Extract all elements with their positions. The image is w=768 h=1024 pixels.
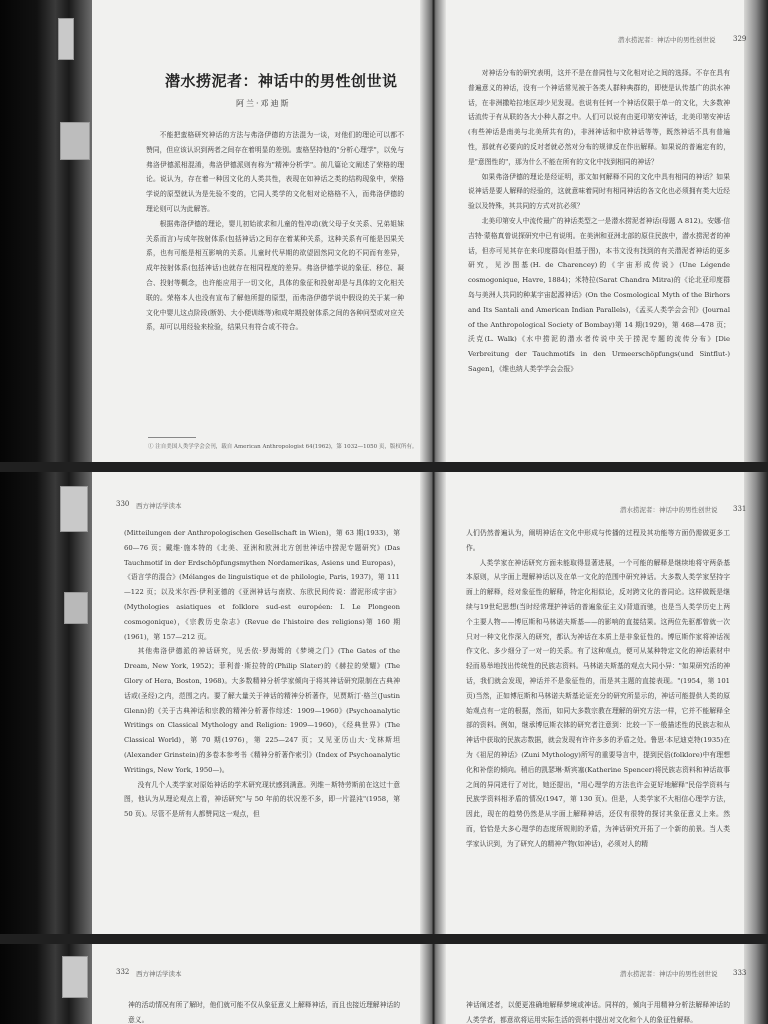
book-edge-left — [0, 472, 92, 934]
paragraph: 神话阐述者，以便更准确地解释梦境或神话。同样的，倾向于用精神分析法解释神话的人类学者，都意欲将运用实际生活的资料中提出对文化和个人的象征性解释。 — [466, 1001, 730, 1024]
page-number: 332 — [116, 968, 130, 976]
page-tab-marker — [60, 486, 88, 532]
paragraph: 人类学家在神话研究方面未能取得显著进展，一个可能的解释是继续地将守两条基本原则，从字面上理解神话以及在单一文化的范围中研究神话。大多数人类学家坚持字面上的解释，经对象征性的解释，特定化相似论，反对跨文化的普同论。这样做既是继续与19世纪思想(当时经常理护神话的普遍象征主义)背道而驰，也是当人类学历史上两个主要人物——博厄斯和马林诺夫斯基——的影响的直接结果。这两位先驱都曾就一次只对一种文化作深入的研究，都认为神话在本质上是非象征性的。博厄斯作家将神话视作文化、多少细分了一对一的关系。有了这种观点，便可从某种特定文化的神话素材中轻而易举地找出传统性的民族志资料。马林诺夫斯基的观点大同小异："如果研究活的神话，我们就会发现，神话并不是象征性的，而是其主题的直接表现。"(1954，第 101 页)当然，正如博厄斯和马林诺夫斯基论证充分的研究所显示的，神话可能提供人类的原始观点有一定的根据，然而，如同大多数宗教在理解的研究方法一样，它并不能解释全部的资料。例如，继承博厄斯衣钵的研究者注意到：比较一下一般描述性的民族志和从神话中获取的民族志数据，就会发现有许许多多的矛盾之处。鲁思·本尼迪克特(1935)在为《祖尼的神话》(Zuni Mythology)所写的重要导言中，提到民俗(folklore)中有理想化和补偿的倾向。稍后的凯瑟琳·斯宾塞(Katherine Spencer)将民族志资料和神话故事之间的异同进行了对比，她还提出，"用心理学的方法也许会更好地解释"民俗学资料与民族学资料相矛盾的情况(1947，第 130 页)。但是，人类学家不大相信心理学方法，因此，现在的趋势仍然是从字面上解释神话，还仅有很特的探讨其象征意义上来。然而，恰恰是大多心理学的态度所规则的矛盾，为神话研究开拓了一个新的前景。当人类学家认识到，为了研究人的精神产物(如神话)，必须对人的精 — [466, 558, 730, 848]
page-number: 333 — [733, 969, 747, 977]
paragraph: 北美印第安人中流传最广的神话类型之一是潜水捞泥者神话(母题 A 812)。安娜·信吉特·蒙格真曾说探研究中已有说明。在美洲和亚洲北部的原住民族中，潜水捞泥者的神话，但亦可见其存在来印度群岛(但基于图)，本书文没有找到的有关潜泥者神话的更多研究，见沙图基(H. de Charencey)的《宇宙形成传说》(Une Légende cosmogonique, Havre, 1884)；米特拉(Sarat Chandra Mitra)的《论北亚印度群岛与美洲人共同的种某宇宙起源神话》(On the Cosmological Myth of the Birhors and Its Santali and American Indian Parallels)，《孟买人类学会会刊》(Journal of the Anthropological Society of Bombay)第 14 期(1929)，第 468—478 页；沃克(L. Walk)《水中捞泥的潜水者传说中关于捞泥专题的流传分布》[Die Verbreitung der Tauchmotifs in den Urmeerschöpfungs(und Sintflut-) Sagen]，《维也纳人类学学会会报》 — [468, 216, 730, 373]
left-page-text — [124, 526, 400, 926]
page-tab-marker — [60, 122, 90, 160]
book-gutter — [420, 0, 446, 462]
article-title: 潜水捞泥者：神话中的男性创世说 — [165, 72, 398, 90]
footnote: ① 注自美国人类学学会会刊，载自 American Anthropologist 64(1962)，第 1032—1050 页，版权所有。 — [148, 444, 418, 450]
book-edge-right — [744, 472, 768, 934]
left-page-text — [146, 128, 404, 428]
running-header: 西方神话学读本 — [136, 970, 182, 978]
book-spread-2 — [0, 472, 768, 934]
book-edge-right — [744, 944, 768, 1024]
running-header: 西方神话学读本 — [136, 502, 182, 510]
page-number: 330 — [116, 500, 130, 508]
paragraph: 如果弗洛伊德的理论是经证明，那文如何解释不同的文化中具有相同的神话？如果说神话是要人解释的经验的，这就意味着同时有相同神话的各文化也必须拥有类大近经验以及特殊，其共同的方式对抗必须？ — [468, 172, 730, 211]
page-tab-marker — [64, 592, 88, 624]
running-header: 潜水捞泥者：神话中的男性创世说 — [620, 970, 718, 978]
page-number: 329 — [733, 35, 747, 43]
paragraph: 没有几个人类学家对原始神话的学术研究现状感到满意。列维－斯特劳斯前在这过十意图，他认为从理论观点上看，神话研究"与 50 年前的状况差不多，即一片混沌"(1958，第 50 页)。尽管不是所有人都赞同这一观点，但 — [124, 780, 400, 819]
paragraph: (Mitteilungen der Anthropologischen Gesellschaft in Wien)，第 63 期(1933)，第 60—76 页；戴维·施本特的《北美、亚洲和欧洲北方创世神话中捞泥专题研究》(Das Tauchmotif in der Erdschöpfungsmythen Nordamerikas, Asiens und Europas)，《语言学的混合》(Mélanges de linguistique et de philologie, Paris, 1937)，第 111—122 页；以及米尔西·伊利亚德的《亚洲神话与南欧、东欧民间传说：潜泥形成宇宙》(Mythologies asiatiques et folklore sud-est européen: I. Le Plongeon cosmogonique)，《宗教历史杂志》(Revue de l'histoire des religions)第 160 期(1961)，第 157—212 页。 — [124, 529, 400, 641]
article-author: 阿兰·邓迪斯 — [236, 99, 291, 108]
paragraph: 对神话分布的研究表明，这并不是在普同性与文化相对论之间的选择。不存在具有普遍意义的神话，没有一个神话常见被于各类人群种典群的，即使是认传基广的洪水神话，在非洲撒哈拉地区却少见发现。也说有任何一个神话仅限于单一的文化，大多数神话流传于有从联的各大小种人群之中。人们可以说有由更印第安神话，北美印第安神话(有些神话是南美与北美所共有的)，非洲神话和中欧神话等等，既然神话不具有普遍性，那就有必要向的反对者就必然对分布的规律反在作出解释。如果说的普遍定有的，是"意图性的"，那为什么不能在所有的文化中找到相同的神话？ — [468, 69, 730, 166]
page-number: 331 — [733, 505, 747, 513]
paragraph: 人们仍然普遍认为，阐明神话在文化中形成与传播的过程及其功能等方面仍需做更多工作。 — [466, 529, 730, 552]
paragraph: 不能把蛮格研究神话的方法与弗洛伊德的方法混为一谈，对他们的理论可以都不赞同，但应该认识到两者之间存在着明显的差别。蛮格坚持他的"分析心理学"，以免与弗洛伊德派相混淆，弗洛伊德派则有称为"精神分析学"。前几篇论文阐述了荣格的理论。说认为，存在着一种因文化的人类共性，表现在如神话之类的结构现象中，荣格学说的原型就认为是先验不变的，它同人类学的文化相对论格格不入，而弗洛伊德的理论则可以为此解答。 — [146, 131, 404, 213]
book-gutter — [420, 944, 446, 1024]
book-edge-left — [0, 0, 92, 462]
running-header: 潜水捞泥者：神话中的男性创世说 — [620, 506, 718, 514]
page-tab-marker — [58, 18, 74, 60]
book-spread-1 — [0, 0, 768, 462]
right-page-text — [466, 526, 730, 930]
paragraph: 其他弗洛伊德派的神话研究，见丢依·罗海姆的《梦境之门》(The Gates of the Dream, New York, 1952)；菲利普·斯拉特的(Philip Slater)的《赫拉的荣耀》(The Glory of Hera, Boston, 1968)。大多数精神分析学家倾向于将其神话研究限制在古典神话或(圣经)之内，范围之内。要了解大量关于神话的精神分析著作，见贾斯汀·格兰(Justin Glenn)的《关于古典神话和宗教的精神分析著作综述：1909—1960》(Psychoanalytic Writings on Classical Mythology and Religion: 1909—1960)，《经典世界》(The Classical World)，第 70 期(1976)，第 225—247 页；又见亚历山大·戈林斯坦(Alexander Grinstein)的多卷本参考书《精神分析著作索引》(Index of Psychoanalytic Writings, New York, 1950—)。 — [124, 647, 400, 774]
running-header: 潜水捞泥者：神话中的男性创世说 — [618, 36, 716, 44]
right-page-text — [466, 998, 730, 1024]
book-spread-3 — [0, 944, 768, 1024]
footnote-rule — [148, 437, 196, 438]
paragraph: 神的活动情况有所了解时，他们就可能不仅从象征意义上解释神话，而且也接近理解神话的意义。 — [128, 1001, 400, 1024]
left-page-text — [128, 998, 400, 1024]
paragraph: 根据弗洛伊德的理论，婴儿初始欲求和儿童的性冲动(就父母子女关系、兄弟姐妹关系而言)与成年按射体系(包括神话)之间存在着某种关系，这种关系有可能是因果关系，也有可能是相互影响的关系。儿童时代早期的欲望固然同文化的不同而有差异，成年按射体系(包括神话)也就存在相同程度的差异。弗洛伊德学说的象征、移位、凝合、投射等概念，也许能应用于一切文化，具体的象征和投射却是与具体的文化相关联的。荣格本人也没有宣布了解他所提的原型，而弗洛伊德学说中假设的关于某一种文化中婴儿这点阶段(断奶、大小便训练等)和成年期投射体系之间的各种问型或对应关系，却可以用经验来检验，结果只有符合或不符合。 — [146, 219, 404, 332]
book-edge-right — [744, 0, 768, 462]
page-tab-marker — [62, 956, 88, 998]
right-page-text — [468, 66, 730, 452]
book-gutter — [420, 472, 446, 934]
